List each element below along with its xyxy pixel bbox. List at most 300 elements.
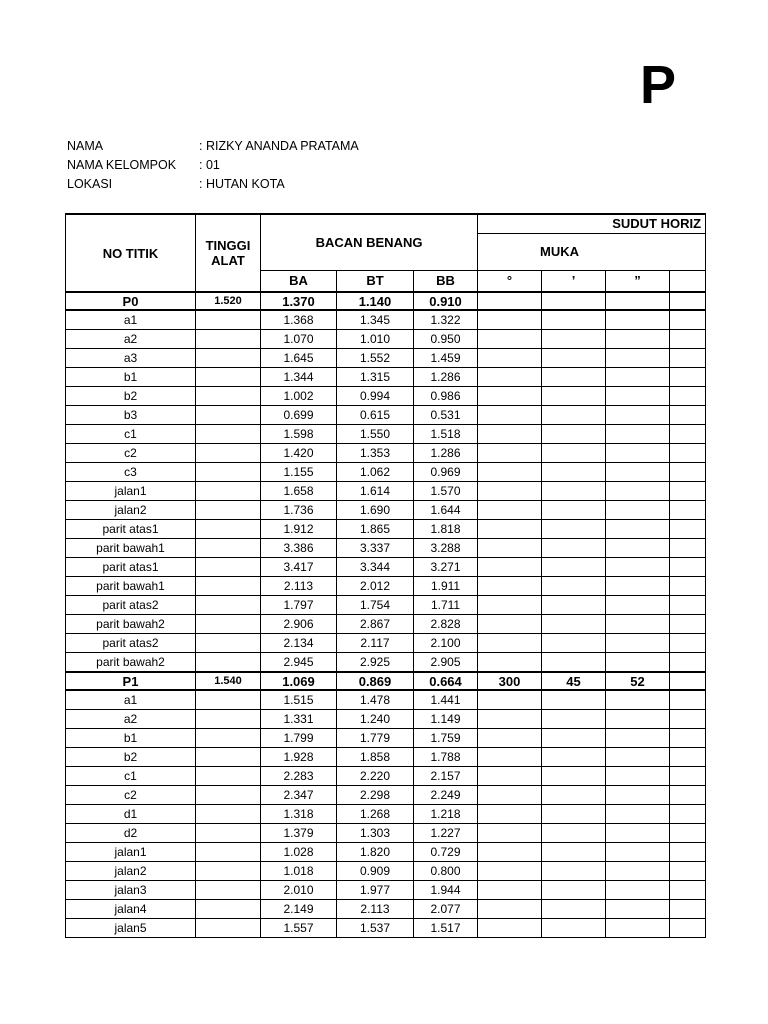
cell-tinggi-alat	[196, 406, 261, 425]
cell-tinggi-alat	[196, 881, 261, 900]
table-row	[66, 482, 706, 501]
cell-bt: 1.614	[337, 482, 414, 501]
cell-tinggi-alat	[196, 349, 261, 368]
cell-bt: 2.117	[337, 634, 414, 653]
cell-minute	[542, 520, 606, 539]
cell-extra	[670, 501, 706, 520]
cell-tinggi-alat	[196, 577, 261, 596]
cell-bt: 1.345	[337, 310, 414, 330]
header-minute: ’	[542, 270, 606, 292]
cell-extra	[670, 672, 706, 690]
cell-bt: 1.552	[337, 349, 414, 368]
cell-second	[606, 767, 670, 786]
cell-bt: 1.140	[337, 292, 414, 310]
cell-second	[606, 310, 670, 330]
cell-ba: 1.344	[261, 368, 337, 387]
cell-no-titik: jalan5	[66, 919, 196, 938]
cell-tinggi-alat	[196, 634, 261, 653]
cell-bt: 1.537	[337, 919, 414, 938]
cell-no-titik: b1	[66, 368, 196, 387]
table-body	[66, 292, 706, 938]
cell-bb: 2.249	[414, 786, 478, 805]
table-row	[66, 520, 706, 539]
page-title: P	[640, 55, 677, 115]
cell-bt: 3.337	[337, 539, 414, 558]
cell-bt: 1.858	[337, 748, 414, 767]
cell-tinggi-alat	[196, 387, 261, 406]
cell-no-titik: parit bawah2	[66, 653, 196, 673]
cell-bb: 0.969	[414, 463, 478, 482]
cell-bt: 1.240	[337, 710, 414, 729]
cell-bb: 1.644	[414, 501, 478, 520]
cell-bt: 2.925	[337, 653, 414, 673]
table-row	[66, 805, 706, 824]
cell-no-titik: jalan2	[66, 501, 196, 520]
cell-extra	[670, 539, 706, 558]
header-second: ”	[606, 270, 670, 292]
cell-second	[606, 690, 670, 710]
cell-no-titik: c3	[66, 463, 196, 482]
kelompok-value: : 01	[199, 158, 220, 172]
cell-ba: 0.699	[261, 406, 337, 425]
cell-minute	[542, 843, 606, 862]
cell-degree	[478, 748, 542, 767]
cell-bb: 1.518	[414, 425, 478, 444]
header-ba: BA	[261, 270, 337, 292]
cell-minute	[542, 330, 606, 349]
cell-bt: 2.298	[337, 786, 414, 805]
cell-extra	[670, 615, 706, 634]
cell-extra	[670, 330, 706, 349]
cell-bb: 0.531	[414, 406, 478, 425]
cell-degree	[478, 805, 542, 824]
cell-second	[606, 444, 670, 463]
cell-bb: 0.910	[414, 292, 478, 310]
table-row	[66, 786, 706, 805]
cell-bb: 1.227	[414, 824, 478, 843]
cell-degree	[478, 406, 542, 425]
cell-second	[606, 748, 670, 767]
cell-extra	[670, 368, 706, 387]
cell-bt: 1.779	[337, 729, 414, 748]
cell-bt: 0.615	[337, 406, 414, 425]
cell-ba: 3.386	[261, 539, 337, 558]
cell-tinggi-alat	[196, 520, 261, 539]
cell-tinggi-alat	[196, 805, 261, 824]
cell-bt: 2.113	[337, 900, 414, 919]
header-no-titik: NO TITIK	[66, 214, 196, 292]
table-row	[66, 310, 706, 330]
cell-ba: 1.028	[261, 843, 337, 862]
cell-bt: 1.303	[337, 824, 414, 843]
cell-tinggi-alat	[196, 748, 261, 767]
lokasi-row	[67, 175, 359, 194]
cell-degree	[478, 710, 542, 729]
cell-extra	[670, 425, 706, 444]
cell-tinggi-alat	[196, 824, 261, 843]
station-row	[66, 672, 706, 690]
table-row	[66, 387, 706, 406]
cell-bt: 0.994	[337, 387, 414, 406]
cell-minute	[542, 310, 606, 330]
cell-second	[606, 558, 670, 577]
cell-tinggi-alat	[196, 330, 261, 349]
cell-bt: 2.220	[337, 767, 414, 786]
cell-second	[606, 539, 670, 558]
cell-second	[606, 368, 670, 387]
cell-minute	[542, 748, 606, 767]
header-sudut-horizontal: SUDUT HORIZ	[478, 214, 706, 233]
cell-minute	[542, 349, 606, 368]
cell-second	[606, 482, 670, 501]
cell-bt: 1.315	[337, 368, 414, 387]
cell-bt: 1.754	[337, 596, 414, 615]
cell-no-titik: parit bawah1	[66, 577, 196, 596]
cell-bb: 1.218	[414, 805, 478, 824]
table-row	[66, 539, 706, 558]
cell-tinggi-alat	[196, 444, 261, 463]
cell-ba: 1.598	[261, 425, 337, 444]
cell-tinggi-alat	[196, 615, 261, 634]
cell-bt: 1.268	[337, 805, 414, 824]
cell-minute	[542, 653, 606, 673]
cell-extra	[670, 310, 706, 330]
nama-value: : RIZKY ANANDA PRATAMA	[199, 139, 359, 153]
header-muka	[478, 233, 706, 270]
cell-second	[606, 387, 670, 406]
cell-degree	[478, 558, 542, 577]
cell-no-titik: a1	[66, 690, 196, 710]
cell-extra	[670, 862, 706, 881]
cell-degree	[478, 653, 542, 673]
header-tinggi-line2: ALAT	[211, 253, 245, 268]
cell-degree	[478, 387, 542, 406]
header-info	[67, 137, 359, 194]
cell-bb: 1.759	[414, 729, 478, 748]
cell-extra	[670, 520, 706, 539]
cell-second	[606, 577, 670, 596]
cell-minute	[542, 596, 606, 615]
cell-ba: 1.658	[261, 482, 337, 501]
cell-extra	[670, 463, 706, 482]
lokasi-value: : HUTAN KOTA	[199, 177, 285, 191]
cell-no-titik: b2	[66, 748, 196, 767]
cell-no-titik: jalan1	[66, 482, 196, 501]
header-degree: °	[478, 270, 542, 292]
cell-ba: 2.149	[261, 900, 337, 919]
cell-bb: 1.286	[414, 368, 478, 387]
table-row	[66, 653, 706, 673]
cell-second	[606, 463, 670, 482]
station-row	[66, 292, 706, 310]
cell-ba: 1.379	[261, 824, 337, 843]
cell-bb: 0.800	[414, 862, 478, 881]
cell-bt: 1.062	[337, 463, 414, 482]
cell-ba: 1.557	[261, 919, 337, 938]
cell-degree	[478, 900, 542, 919]
cell-bb: 2.157	[414, 767, 478, 786]
cell-ba: 1.420	[261, 444, 337, 463]
cell-bt: 1.478	[337, 690, 414, 710]
cell-bb: 1.517	[414, 919, 478, 938]
cell-tinggi-alat	[196, 596, 261, 615]
cell-ba: 1.515	[261, 690, 337, 710]
cell-bt: 2.012	[337, 577, 414, 596]
cell-extra	[670, 919, 706, 938]
nama-label: NAMA	[67, 139, 104, 153]
cell-tinggi-alat	[196, 425, 261, 444]
cell-minute	[542, 824, 606, 843]
cell-no-titik: parit atas1	[66, 520, 196, 539]
cell-degree	[478, 729, 542, 748]
cell-bt: 1.977	[337, 881, 414, 900]
table-row	[66, 330, 706, 349]
cell-bb: 3.271	[414, 558, 478, 577]
cell-ba: 2.906	[261, 615, 337, 634]
cell-ba: 2.347	[261, 786, 337, 805]
cell-bb: 0.986	[414, 387, 478, 406]
cell-bb: 1.149	[414, 710, 478, 729]
cell-degree	[478, 463, 542, 482]
cell-second	[606, 843, 670, 862]
cell-degree	[478, 520, 542, 539]
cell-bt: 1.820	[337, 843, 414, 862]
cell-bb: 1.286	[414, 444, 478, 463]
table-row	[66, 881, 706, 900]
cell-no-titik: parit atas2	[66, 634, 196, 653]
cell-second	[606, 786, 670, 805]
cell-ba: 3.417	[261, 558, 337, 577]
cell-no-titik: b1	[66, 729, 196, 748]
cell-minute	[542, 881, 606, 900]
table-row	[66, 690, 706, 710]
cell-bb: 0.950	[414, 330, 478, 349]
cell-tinggi-alat	[196, 690, 261, 710]
cell-tinggi-alat	[196, 539, 261, 558]
cell-second	[606, 615, 670, 634]
cell-no-titik: c2	[66, 444, 196, 463]
cell-minute	[542, 539, 606, 558]
cell-minute	[542, 786, 606, 805]
cell-second	[606, 292, 670, 310]
cell-degree	[478, 596, 542, 615]
cell-bt: 1.865	[337, 520, 414, 539]
cell-bb: 1.944	[414, 881, 478, 900]
cell-bb: 1.911	[414, 577, 478, 596]
cell-extra	[670, 690, 706, 710]
cell-minute	[542, 862, 606, 881]
cell-degree	[478, 310, 542, 330]
cell-degree	[478, 349, 542, 368]
cell-extra	[670, 482, 706, 501]
header-bacan-benang: BACAN BENANG	[261, 214, 478, 270]
cell-second	[606, 653, 670, 673]
cell-bb: 1.322	[414, 310, 478, 330]
cell-second	[606, 596, 670, 615]
table-row	[66, 615, 706, 634]
header-extra	[670, 270, 706, 292]
cell-minute	[542, 729, 606, 748]
cell-bb: 2.100	[414, 634, 478, 653]
cell-ba: 1.912	[261, 520, 337, 539]
table-row	[66, 463, 706, 482]
table-row	[66, 710, 706, 729]
cell-minute	[542, 292, 606, 310]
cell-second	[606, 729, 670, 748]
cell-no-titik: P1	[66, 672, 196, 690]
cell-degree	[478, 501, 542, 520]
table-row	[66, 862, 706, 881]
table-row	[66, 577, 706, 596]
cell-second	[606, 634, 670, 653]
cell-bt: 1.690	[337, 501, 414, 520]
cell-tinggi-alat	[196, 767, 261, 786]
cell-bt: 1.010	[337, 330, 414, 349]
cell-degree	[478, 690, 542, 710]
cell-extra	[670, 805, 706, 824]
cell-minute	[542, 406, 606, 425]
cell-second	[606, 824, 670, 843]
cell-no-titik: d1	[66, 805, 196, 824]
cell-ba: 1.070	[261, 330, 337, 349]
table-row	[66, 406, 706, 425]
table-row	[66, 349, 706, 368]
cell-extra	[670, 653, 706, 673]
cell-no-titik: a2	[66, 710, 196, 729]
cell-ba: 2.945	[261, 653, 337, 673]
cell-second	[606, 330, 670, 349]
cell-degree	[478, 824, 542, 843]
cell-tinggi-alat	[196, 729, 261, 748]
cell-tinggi-alat	[196, 862, 261, 881]
cell-no-titik: jalan1	[66, 843, 196, 862]
cell-bb: 1.570	[414, 482, 478, 501]
cell-bb: 1.441	[414, 690, 478, 710]
cell-second	[606, 900, 670, 919]
table-row	[66, 596, 706, 615]
cell-degree	[478, 767, 542, 786]
cell-minute	[542, 919, 606, 938]
cell-second: 52	[606, 672, 670, 690]
table-row	[66, 558, 706, 577]
table-row	[66, 444, 706, 463]
table-row	[66, 843, 706, 862]
cell-ba: 1.736	[261, 501, 337, 520]
cell-extra	[670, 292, 706, 310]
cell-minute	[542, 482, 606, 501]
cell-tinggi-alat: 1.520	[196, 292, 261, 310]
cell-tinggi-alat	[196, 501, 261, 520]
cell-no-titik: jalan2	[66, 862, 196, 881]
cell-no-titik: parit bawah2	[66, 615, 196, 634]
cell-extra	[670, 748, 706, 767]
cell-ba: 1.928	[261, 748, 337, 767]
cell-no-titik: b3	[66, 406, 196, 425]
cell-ba: 1.002	[261, 387, 337, 406]
cell-ba: 2.134	[261, 634, 337, 653]
cell-extra	[670, 786, 706, 805]
cell-no-titik: jalan4	[66, 900, 196, 919]
cell-minute	[542, 425, 606, 444]
cell-tinggi-alat	[196, 368, 261, 387]
cell-bb: 1.788	[414, 748, 478, 767]
cell-bb: 3.288	[414, 539, 478, 558]
cell-no-titik: P0	[66, 292, 196, 310]
header-bb: BB	[414, 270, 478, 292]
cell-minute	[542, 558, 606, 577]
table-row	[66, 824, 706, 843]
cell-no-titik: b2	[66, 387, 196, 406]
cell-bt: 2.867	[337, 615, 414, 634]
cell-tinggi-alat	[196, 653, 261, 673]
cell-bt: 3.344	[337, 558, 414, 577]
cell-bt: 1.353	[337, 444, 414, 463]
cell-degree	[478, 368, 542, 387]
cell-degree	[478, 539, 542, 558]
cell-extra	[670, 843, 706, 862]
cell-tinggi-alat: 1.540	[196, 672, 261, 690]
table-row	[66, 919, 706, 938]
cell-extra	[670, 767, 706, 786]
cell-tinggi-alat	[196, 843, 261, 862]
cell-bt: 0.869	[337, 672, 414, 690]
cell-minute	[542, 577, 606, 596]
cell-ba: 1.645	[261, 349, 337, 368]
cell-minute	[542, 444, 606, 463]
table-row	[66, 368, 706, 387]
cell-ba: 2.283	[261, 767, 337, 786]
cell-minute	[542, 615, 606, 634]
cell-second	[606, 862, 670, 881]
header-tinggi-line1: TINGGI	[205, 238, 251, 253]
cell-bb: 1.818	[414, 520, 478, 539]
table-row	[66, 900, 706, 919]
cell-minute	[542, 900, 606, 919]
cell-extra	[670, 577, 706, 596]
cell-extra	[670, 444, 706, 463]
cell-minute	[542, 805, 606, 824]
cell-second	[606, 349, 670, 368]
cell-ba: 2.010	[261, 881, 337, 900]
cell-ba: 1.797	[261, 596, 337, 615]
cell-ba: 1.799	[261, 729, 337, 748]
cell-no-titik: jalan3	[66, 881, 196, 900]
cell-minute	[542, 767, 606, 786]
cell-extra	[670, 387, 706, 406]
cell-tinggi-alat	[196, 310, 261, 330]
cell-no-titik: d2	[66, 824, 196, 843]
cell-tinggi-alat	[196, 463, 261, 482]
cell-tinggi-alat	[196, 919, 261, 938]
kelompok-label: NAMA KELOMPOK	[67, 158, 177, 172]
cell-minute	[542, 387, 606, 406]
table-row	[66, 425, 706, 444]
cell-no-titik: parit bawah1	[66, 539, 196, 558]
cell-degree	[478, 786, 542, 805]
cell-ba: 2.113	[261, 577, 337, 596]
measurement-table	[65, 213, 706, 938]
cell-ba: 1.318	[261, 805, 337, 824]
cell-ba: 1.155	[261, 463, 337, 482]
cell-degree: 300	[478, 672, 542, 690]
cell-extra	[670, 710, 706, 729]
cell-tinggi-alat	[196, 482, 261, 501]
header-tinggi-alat	[196, 214, 261, 292]
cell-ba: 1.018	[261, 862, 337, 881]
cell-extra	[670, 900, 706, 919]
cell-degree	[478, 444, 542, 463]
table-row	[66, 748, 706, 767]
